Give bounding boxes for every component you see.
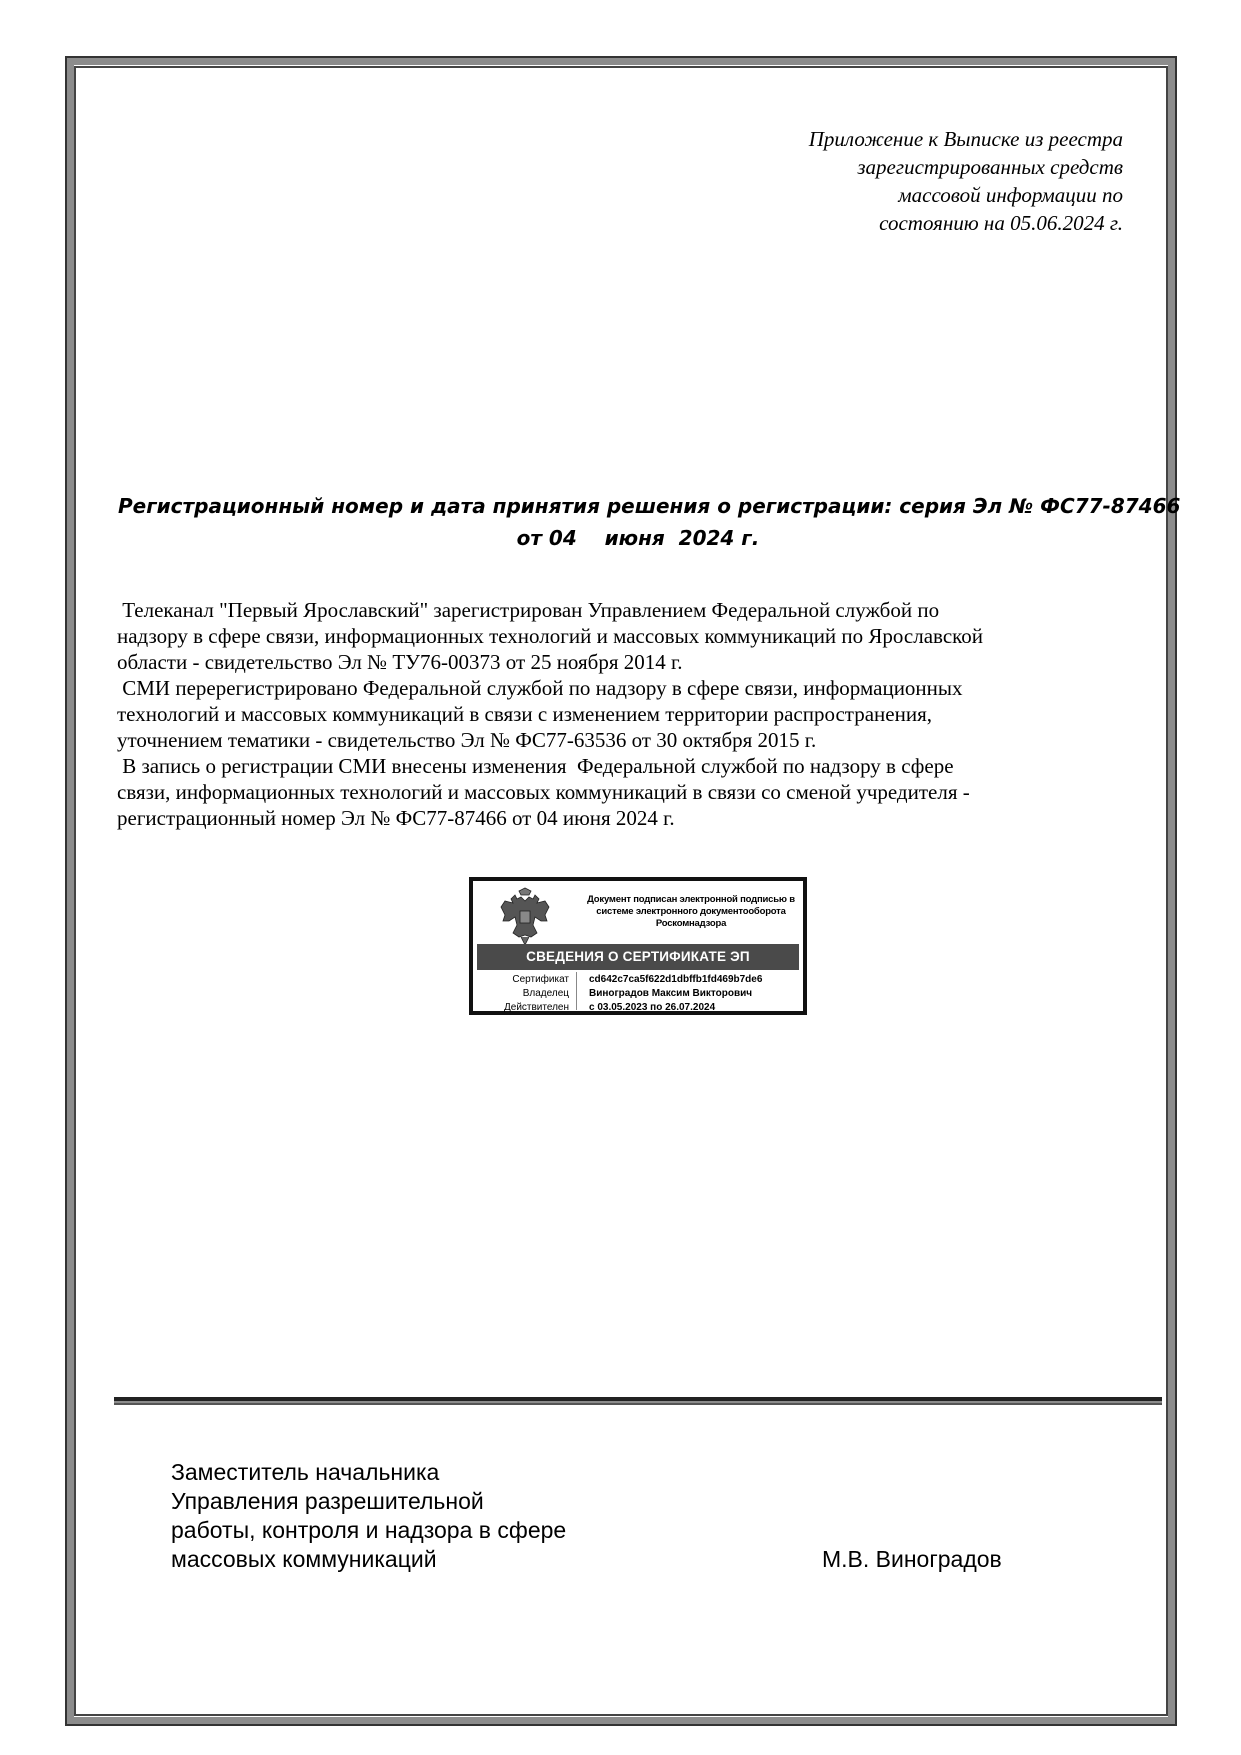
signer-name: М.В. Виноградов xyxy=(822,1546,1002,1572)
signer-title-line: массовых коммуникаций xyxy=(171,1546,437,1572)
appendix-line: массовой информации по xyxy=(898,183,1123,207)
valid-label: Действителен xyxy=(503,1002,569,1013)
stamp-note-line: Документ подписан электронной подписью в xyxy=(587,894,795,905)
signer-title-line: работы, контроля и надзора в сфере xyxy=(171,1517,567,1543)
registration-heading-date: от 04 июня 2024 г. xyxy=(516,526,760,550)
body-line: В запись о регистрации СМИ внесены изменения Федеральной службой по надзору в сфере xyxy=(117,754,954,778)
body-line: Телеканал "Первый Ярославский" зарегистрирован Управлением Федеральной службой по xyxy=(117,598,940,622)
certificate-row xyxy=(477,973,799,987)
appendix-note xyxy=(703,125,1123,237)
appendix-line: зарегистрированных средств xyxy=(857,155,1123,179)
body-line: связи, информационных технологий и массовых коммуникаций в связи со сменой учредителя - xyxy=(117,780,970,804)
valid-row xyxy=(477,1001,799,1015)
body-line: СМИ перерегистрировано Федеральной службой по надзору в сфере связи, информационных xyxy=(117,676,963,700)
certificate-label: Сертификат xyxy=(512,974,569,985)
body-line: надзору в сфере связи, информационных технологий и массовых коммуникаций по Ярославской xyxy=(117,624,984,648)
electronic-signature-stamp xyxy=(469,877,807,1015)
owner-value: Виноградов Максим Викторович xyxy=(589,988,753,999)
footer-separator xyxy=(114,1397,1162,1405)
stamp-note-line: Роскомнадзора xyxy=(655,918,727,929)
owner-row xyxy=(477,987,799,1001)
signer-title xyxy=(171,1458,566,1574)
valid-value: с 03.05.2023 по 26.07.2024 xyxy=(589,1002,716,1013)
stamp-note xyxy=(585,894,797,930)
double-headed-eagle-emblem-icon xyxy=(495,887,555,947)
signer-title-line: Заместитель начальника xyxy=(171,1459,440,1485)
signer-title-line: Управления разрешительной xyxy=(171,1488,484,1514)
body-line: уточнением тематики - свидетельство Эл № ФС77-63536 от 30 октября 2015 г. xyxy=(117,728,817,752)
registration-heading xyxy=(118,490,1181,554)
appendix-line: Приложение к Выписке из реестра xyxy=(808,127,1123,151)
owner-label: Владелец xyxy=(522,988,569,999)
certificate-value: cd642c7ca5f622d1dbffb1fd469b7de6 xyxy=(589,974,763,985)
body-line: регистрационный номер Эл № ФС77-87466 от 04 июня 2024 г. xyxy=(117,806,675,830)
certificate-band-title: СВЕДЕНИЯ О СЕРТИФИКАТЕ ЭП xyxy=(477,944,799,970)
body-line: технологий и массовых коммуникаций в связи с изменением территории распространения, xyxy=(117,702,933,726)
body-line: области - свидетельство Эл № ТУ76-00373 от 25 ноября 2014 г. xyxy=(117,650,683,674)
stamp-note-line: системе электронного документооборота xyxy=(596,906,786,917)
registration-heading-line: Регистрационный номер и дата принятия решения о регистрации: серия Эл № ФС77-87466 xyxy=(118,494,1181,518)
appendix-line: состоянию на 05.06.2024 г. xyxy=(879,211,1123,235)
registration-history-text xyxy=(117,597,1117,831)
